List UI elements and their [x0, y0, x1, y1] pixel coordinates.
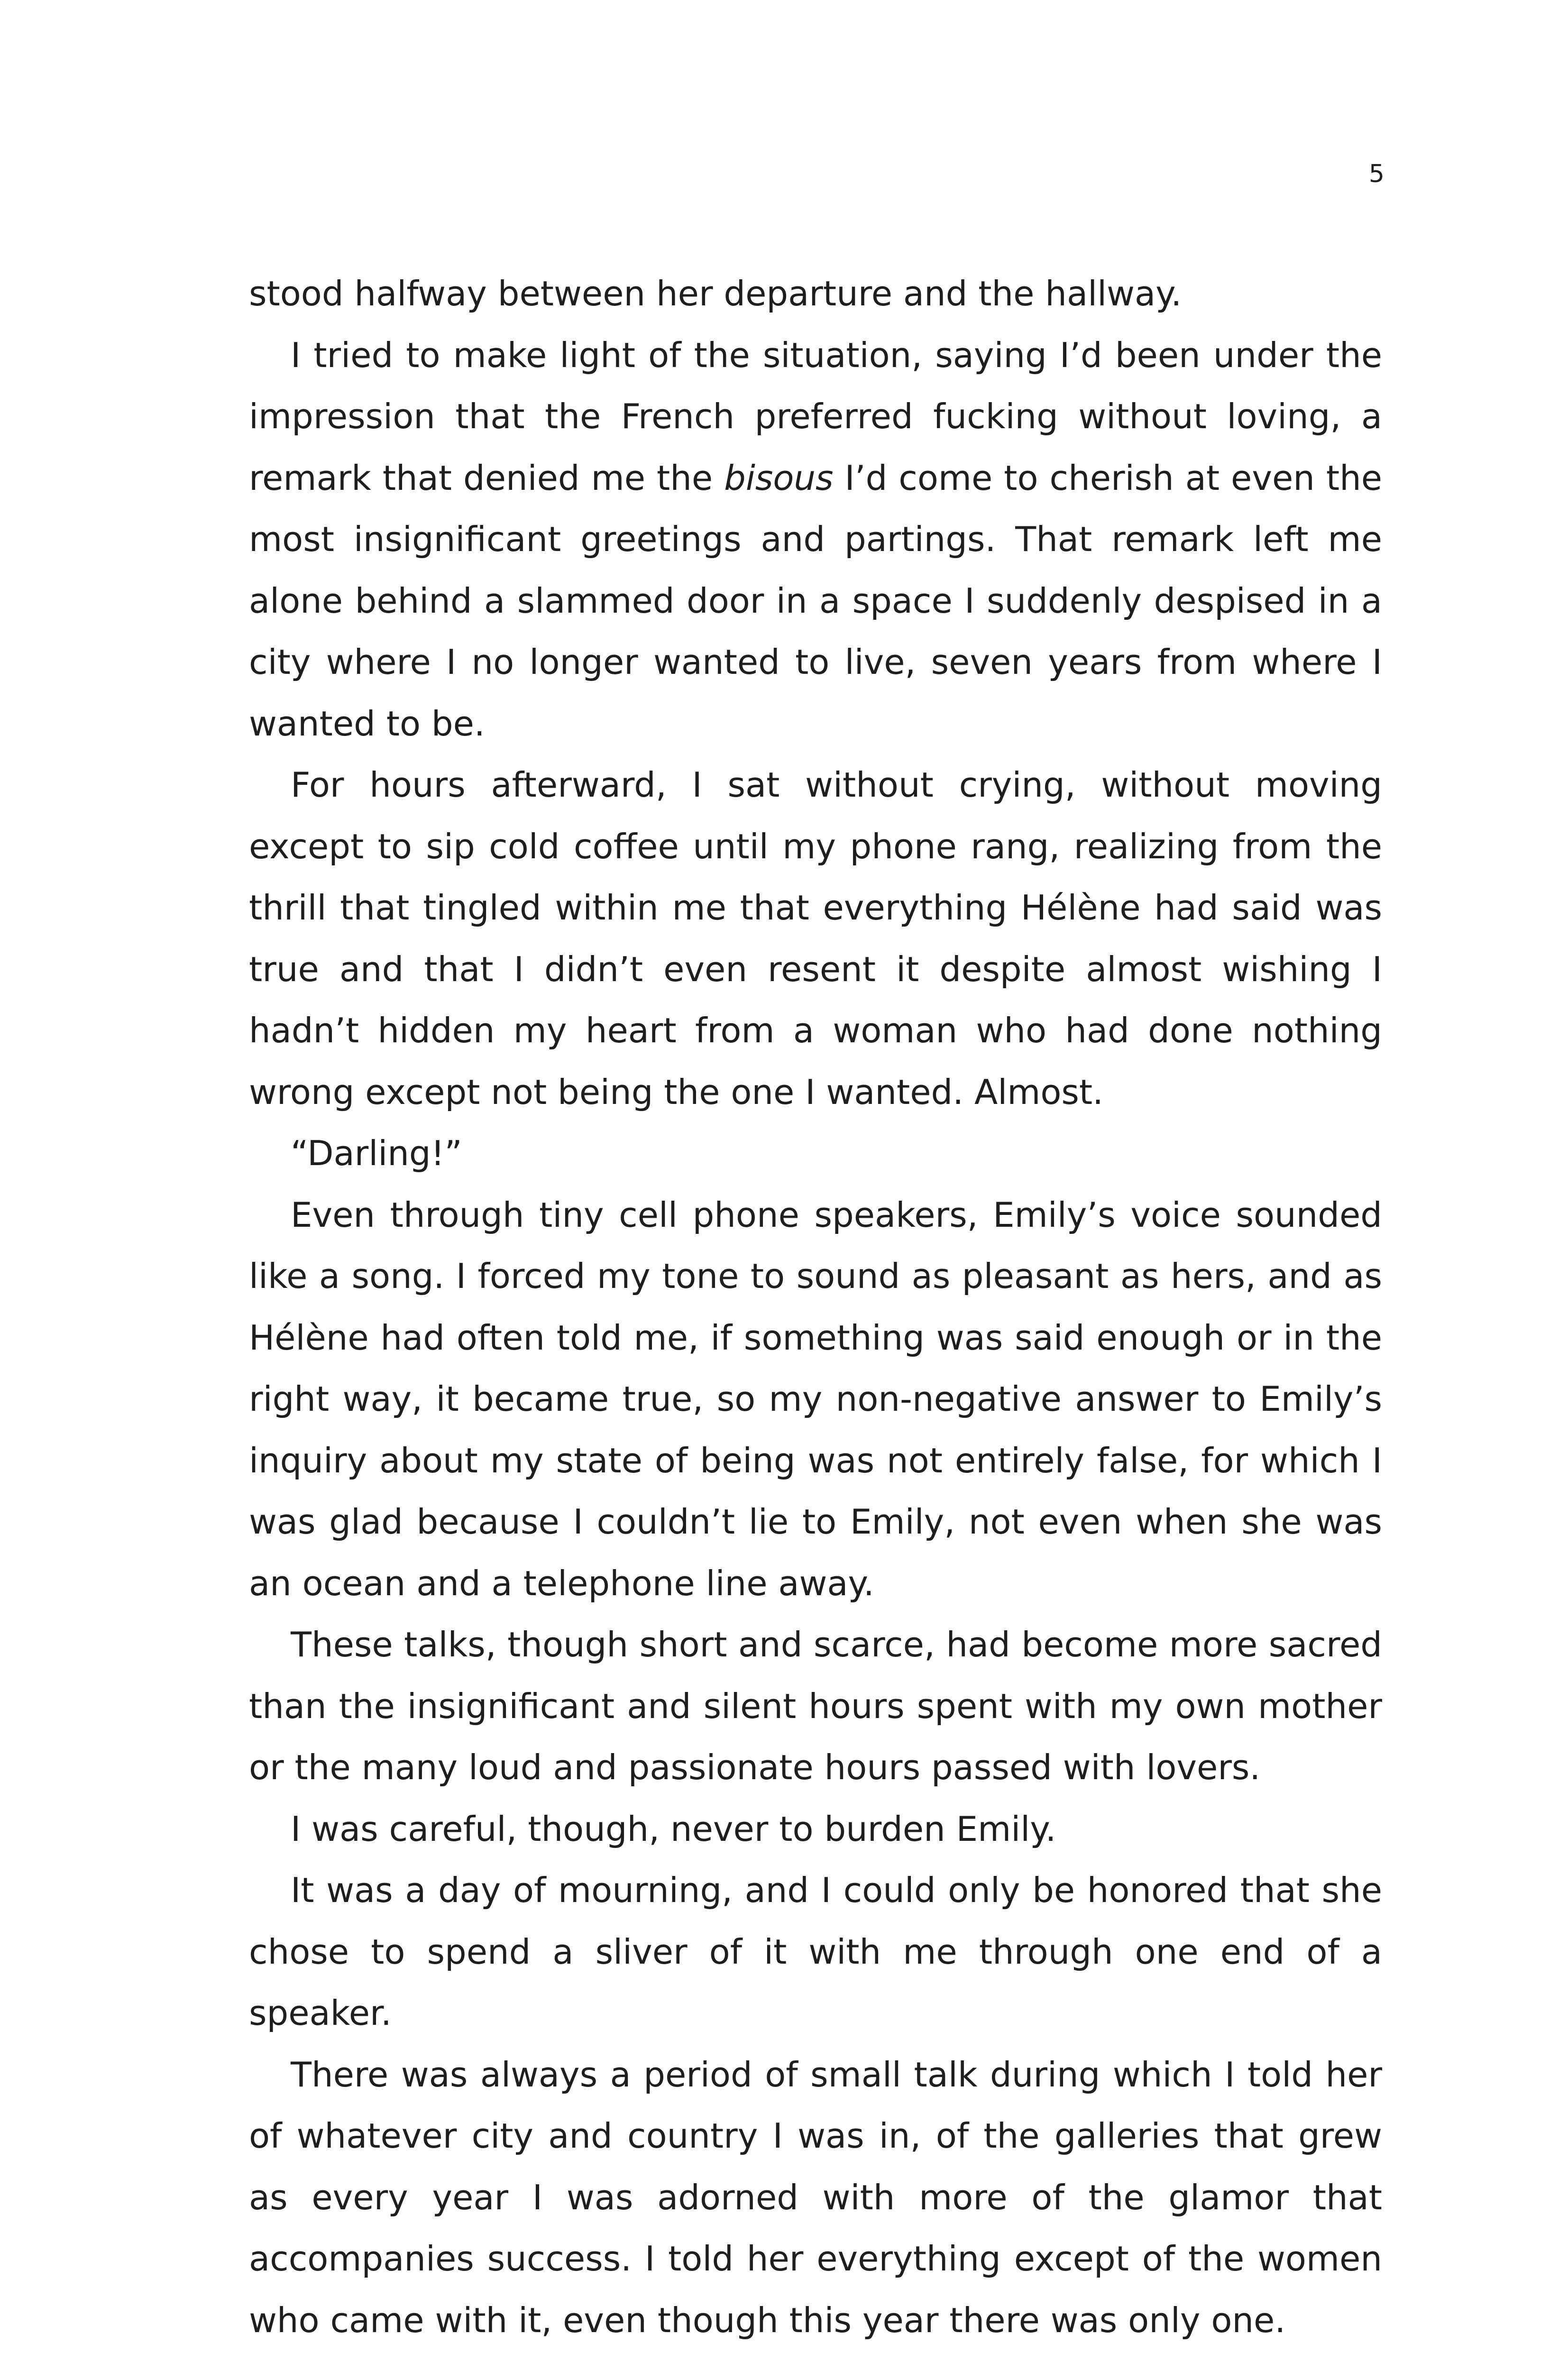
italic-word-bisous: bisous [724, 458, 834, 498]
paragraph-6: These talks, though short and scarce, had become more sacred than the insignificant and silent hours spent with my own mother or the many loud and passionate hours passed with lovers. [249, 1625, 1382, 1787]
paragraph-2 [249, 325, 1382, 755]
paragraph-5: Even through tiny cell phone speakers, Emily’s voice sounded like a song. I forced my tone to sound as pleasant as hers, and as Hélène had often told me, if something was said enough or in the right way, it became true, so my non-negative answer to Emily’s inquiry about my state of being was not entirely false, for which I was glad because I couldn’t lie to Emily, not even when she was an ocean and a telephone line away. [249, 1195, 1382, 1603]
paragraph-3: For hours afterward, I sat without crying, without moving except to sip cold coffee until my phone rang, realizing from the thrill that tingled within me that everything Hélène had said was true and that I didn’t even resent it despite almost wishing I hadn’t hidden my heart from a woman who had done nothing wrong except not being the one I wanted. Almost. [249, 765, 1382, 1112]
paragraph-9: There was always a period of small talk during which I told her of whatever city and country I was in, of the galleries that grew as every year I was adorned with more of the glamor that accompanies success. I told her everything except of the women who came with it, even though this year there was only one. [249, 2054, 1382, 2340]
paragraph-8: It was a day of mourning, and I could only be honored that she chose to spend a sliver of it with me through one end of a speaker. [249, 1870, 1382, 2033]
paragraph-2-text-start: I tried to make light of the situation, saying I’d been under the impression that the French preferred fucking without loving, a remark that denied me the [249, 335, 1382, 498]
paragraph-1: stood halfway between her departure and the hallway. [249, 274, 1182, 313]
body-text [249, 263, 1382, 2351]
paragraph-4-dialogue: “Darling!” [291, 1133, 462, 1173]
paragraph-2-text-end: I’d come to cherish at even the most insignificant greetings and partings. That remark left me alone behind a slammed door in a space I suddenly despised in a city where I no longer wanted to live, seven years from where I wanted to be. [249, 458, 1383, 744]
page-number: 5 [1368, 160, 1385, 188]
paragraph-7: I was careful, though, never to burden Emily. [291, 1809, 1056, 1849]
